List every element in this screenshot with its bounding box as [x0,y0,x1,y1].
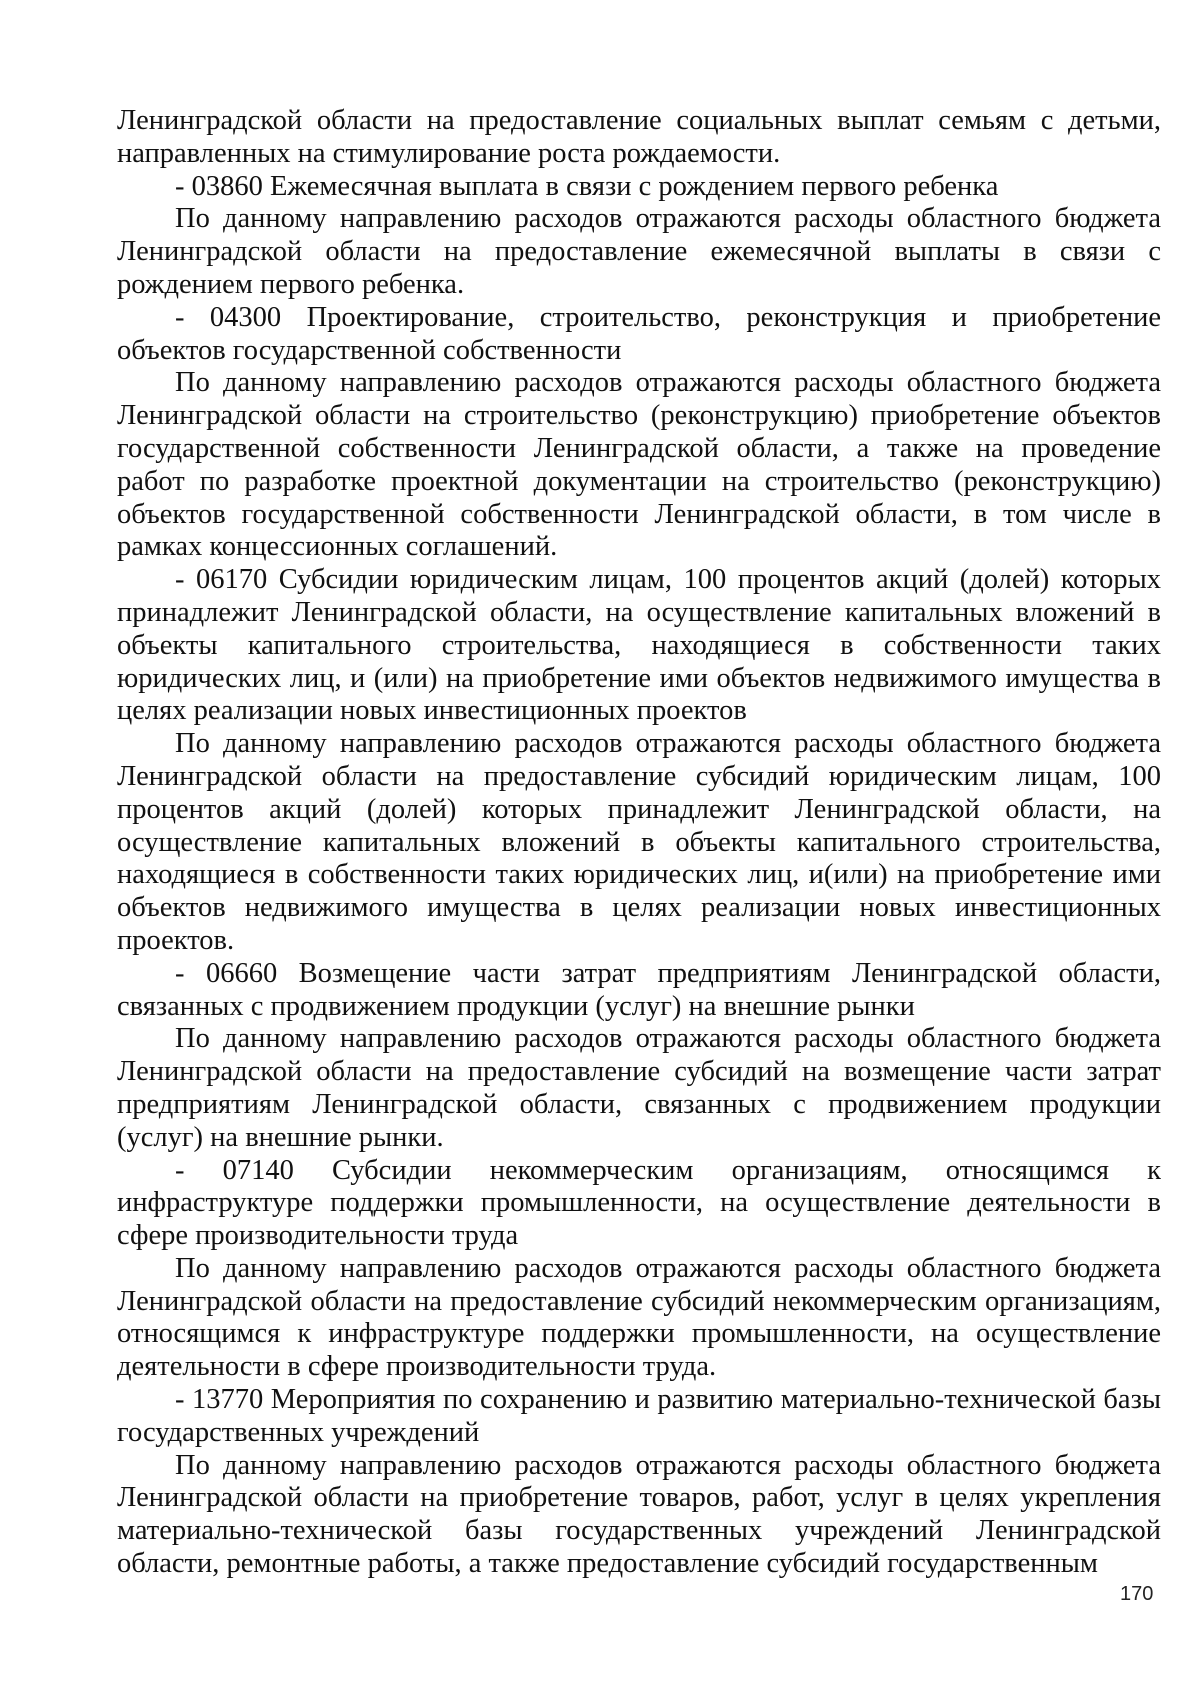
page-number: 170 [1120,1583,1154,1605]
expense-item-06660: - 06660 Возмещение части затрат предприятиям Ленинградской области, связанных с продвижением продукции (услуг) на внешние рынки [117,957,1161,1022]
expense-description: По данному направлению расходов отражаются расходы областного бюджета Ленинградской области на предоставление субсидий некоммерческим организациям, относящимся к инфраструктуре поддержки промышленности, на осуществление деятельности в сфере производительности труда. [117,1252,1161,1383]
expense-item-07140: - 07140 Субсидии некоммерческим организациям, относящимся к инфраструктуре поддержки промышленности, на осуществление деятельности в сфере производительности труда [117,1154,1161,1252]
expense-description: По данному направлению расходов отражаются расходы областного бюджета Ленинградской области на приобретение товаров, работ, услуг в целях укрепления материально-технической базы государственных учреждений Ленинградской области, ремонтные работы, а также предоставление субсидий государственным [117,1449,1161,1580]
expense-description: По данному направлению расходов отражаются расходы областного бюджета Ленинградской области на предоставление субсидий на возмещение части затрат предприятиям Ленинградской области, связанных с продвижением продукции (услуг) на внешние рынки. [117,1023,1161,1153]
expense-item-04300: - 04300 Проектирование, строительство, реконструкция и приобретение объектов государственной собственности [117,301,1161,366]
expense-description: По данному направлению расходов отражаются расходы областного бюджета Ленинградской области на предоставление ежемесячной выплаты в связи с рождением первого ребенка. [117,203,1161,300]
document-body [117,105,1161,1581]
paragraph-continuation: Ленинградской области на предоставление социальных выплат семьям с детьми, направленных на стимулирование роста рождаемости. [117,105,1161,169]
expense-item-03860: - 03860 Ежемесячная выплата в связи с рождением первого ребенка [175,170,999,202]
expense-description: По данному направлению расходов отражаются расходы областного бюджета Ленинградской области на предоставление субсидий юридическим лицам, 100 процентов акций (долей) которых принадлежит Ленинградской области, на осуществление капитальных вложений в объекты капитального строительства, находящиеся в собственности таких юридических лиц, и(или) на приобретение ими объектов недвижимого имущества в целях реализации новых инвестиционных проектов. [117,728,1161,956]
expense-description: По данному направлению расходов отражаются расходы областного бюджета Ленинградской области на строительство (реконструкцию) приобретение объектов государственной собственности Ленинградской области, а также на проведение работ по разработке проектной документации на строительство (реконструкцию) объектов государственной собственности Ленинградской области, в том числе в рамках концессионных соглашений. [117,367,1161,563]
expense-item-06170: - 06170 Субсидии юридическим лицам, 100 процентов акций (долей) которых принадлежит Ленинградской области, на осуществление капитальных вложений в объекты капитального строительства, находящиеся в собственности таких юридических лиц, и (или) на приобретение ими объектов недвижимого имущества в целях реализации новых инвестиционных проектов [117,564,1161,727]
expense-item-13770: - 13770 Мероприятия по сохранению и развитию материально-технической базы государственных учреждений [117,1384,1161,1448]
